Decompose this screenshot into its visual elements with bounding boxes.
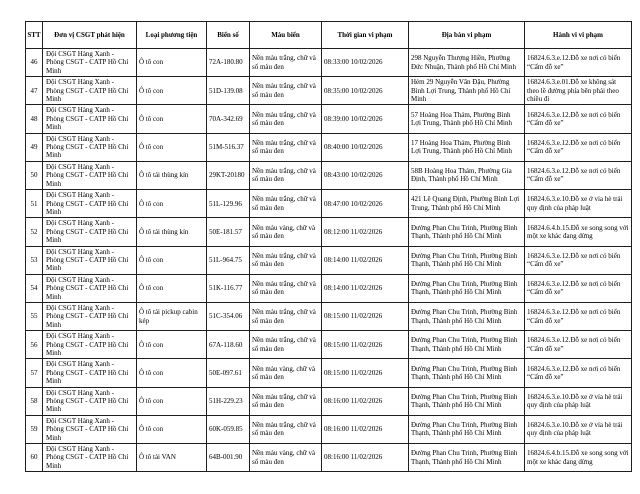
cell-violation: 16824.6.3.e.12.Đỗ xe nơi có biển “Cấm đỗ xe”: [525, 105, 632, 133]
table-row: [26, 302, 632, 330]
cell-plate: 51L-129.96: [207, 190, 250, 218]
table-row: [26, 415, 632, 443]
cell-plate: 51L-964.75: [207, 246, 250, 274]
cell-plate: 70A-342.69: [207, 105, 250, 133]
cell-vehicle: Ô tô con: [137, 105, 207, 133]
cell-vehicle: Ô tô con: [137, 331, 207, 359]
cell-location: 421 Lê Quang Định, Phường Bình Lợi Trung, Thành phố Hồ Chí Minh: [409, 190, 525, 218]
cell-violation: 16824.6.3.e.12.Đỗ xe nơi có biển “Cấm đỗ xe”: [525, 302, 632, 330]
cell-time: 08:14:00 11/02/2026: [322, 274, 409, 302]
cell-vehicle: Ô tô con: [137, 415, 207, 443]
table-row: [26, 161, 632, 189]
cell-violation: 16824.6.4.b.15.Đỗ xe song song với một xe khác đang dừng: [525, 218, 632, 246]
cell-violation: 16824.6.3.e.10.Đỗ xe ở vỉa hè trái quy định của pháp luật: [525, 415, 632, 443]
cell-plate_color: Nền màu trắng, chữ và số màu đen: [250, 77, 322, 105]
cell-violation: 16824.6.3.e.10.Đỗ xe ở vỉa hè trái quy định của pháp luật: [525, 190, 632, 218]
cell-plate: 60K-059.85: [207, 415, 250, 443]
cell-plate: 50E-097.61: [207, 359, 250, 387]
cell-unit: Đội CSGT Hàng Xanh - Phòng CSGT - CATP Hồ Chí Minh: [43, 77, 137, 105]
cell-time: 08:15:00 11/02/2026: [322, 331, 409, 359]
cell-unit: Đội CSGT Hàng Xanh - Phòng CSGT - CATP Hồ Chí Minh: [43, 49, 137, 77]
cell-stt: 46: [26, 49, 43, 77]
cell-plate: 64B-001.90: [207, 444, 250, 472]
cell-time: 08:14:00 11/02/2026: [322, 246, 409, 274]
cell-vehicle: Ô tô tải pickup cabin kép: [137, 302, 207, 330]
cell-stt: 50: [26, 161, 43, 189]
cell-unit: Đội CSGT Hàng Xanh - Phòng CSGT - CATP Hồ Chí Minh: [43, 190, 137, 218]
cell-unit: Đội CSGT Hàng Xanh - Phòng CSGT - CATP Hồ Chí Minh: [43, 274, 137, 302]
cell-plate: 51D-139.08: [207, 77, 250, 105]
table-row: [26, 105, 632, 133]
cell-location: 298 Nguyễn Thượng Hiền, Phường Đức Nhuận, Thành phố Hồ Chí Minh: [409, 49, 525, 77]
cell-time: 08:47:00 10/02/2026: [322, 190, 409, 218]
table-row: [26, 387, 632, 415]
cell-unit: Đội CSGT Hàng Xanh - Phòng CSGT - CATP Hồ Chí Minh: [43, 246, 137, 274]
cell-unit: Đội CSGT Hàng Xanh - Phòng CSGT - CATP Hồ Chí Minh: [43, 161, 137, 189]
cell-vehicle: Ô tô tải thùng kín: [137, 218, 207, 246]
cell-violation: 16824.6.3.e.12.Đỗ xe nơi có biển “Cấm đỗ xe”: [525, 161, 632, 189]
cell-unit: Đội CSGT Hàng Xanh - Phòng CSGT - CATP Hồ Chí Minh: [43, 133, 137, 161]
cell-plate: 50E-181.57: [207, 218, 250, 246]
cell-violation: 16824.6.3.e.01.Đỗ xe không sát theo lề đường phía bên phải theo chiều đi: [525, 77, 632, 105]
cell-unit: Đội CSGT Hàng Xanh - Phòng CSGT - CATP Hồ Chí Minh: [43, 387, 137, 415]
cell-location: Đường Phan Chu Trinh, Phường Bình Thạnh, Thành phố Hồ Chí Minh: [409, 302, 525, 330]
cell-stt: 49: [26, 133, 43, 161]
cell-violation: 16824.6.4.b.15.Đỗ xe song song với một xe khác đang dừng: [525, 444, 632, 472]
cell-plate_color: Nền màu trắng, chữ và số màu đen: [250, 133, 322, 161]
cell-location: 58B Hoàng Hoa Thám, Phường Gia Định, Thành phố Hồ Chí Minh: [409, 161, 525, 189]
cell-time: 08:12:00 11/02/2026: [322, 218, 409, 246]
cell-location: Đường Phan Chu Trinh, Phường Bình Thạnh, Thành phố Hồ Chí Minh: [409, 331, 525, 359]
cell-location: Đường Phan Chu Trinh, Phường Bình Thạnh, Thành phố Hồ Chí Minh: [409, 444, 525, 472]
cell-location: Đường Phan Chu Trinh, Phường Bình Thạnh, Thành phố Hồ Chí Minh: [409, 387, 525, 415]
cell-stt: 52: [26, 218, 43, 246]
cell-violation: 16824.6.3.e.12.Đỗ xe nơi có biển “Cấm đỗ xe”: [525, 274, 632, 302]
cell-stt: 55: [26, 302, 43, 330]
cell-plate: 72A-180.80: [207, 49, 250, 77]
table-body: [26, 49, 632, 472]
cell-vehicle: Ô tô con: [137, 77, 207, 105]
cell-vehicle: Ô tô con: [137, 274, 207, 302]
cell-unit: Đội CSGT Hàng Xanh - Phòng CSGT - CATP Hồ Chí Minh: [43, 218, 137, 246]
cell-violation: 16824.6.3.e.10.Đỗ xe ở vỉa hè trái quy định của pháp luật: [525, 387, 632, 415]
column-header-stt: STT: [26, 22, 43, 49]
cell-vehicle: Ô tô con: [137, 387, 207, 415]
header-row: [26, 22, 632, 49]
column-header-vehicle: Loại phương tiện: [137, 22, 207, 49]
cell-vehicle: Ô tô con: [137, 49, 207, 77]
cell-location: Đường Phan Chu Trinh, Phường Bình Thạnh, Thành phố Hồ Chí Minh: [409, 415, 525, 443]
column-header-violation: Hành vi vi phạm: [525, 22, 632, 49]
cell-time: 08:16:00 11/02/2026: [322, 444, 409, 472]
column-header-plate: Biển số: [207, 22, 250, 49]
cell-location: Đường Phan Chu Trinh, Phường Bình Thạnh, Thành phố Hồ Chí Minh: [409, 218, 525, 246]
table-row: [26, 218, 632, 246]
table-row: [26, 190, 632, 218]
cell-stt: 59: [26, 415, 43, 443]
cell-time: 08:35:00 10/02/2026: [322, 77, 409, 105]
column-header-plate_color: Màu biển: [250, 22, 322, 49]
cell-violation: 16824.6.3.e.12.Đỗ xe nơi có biển “Cấm đỗ xe”: [525, 331, 632, 359]
cell-plate_color: Nền màu trắng, chữ và số màu đen: [250, 105, 322, 133]
cell-plate_color: Nền màu trắng, chữ và số màu đen: [250, 49, 322, 77]
cell-plate: 29KT-20180: [207, 161, 250, 189]
table-row: [26, 77, 632, 105]
cell-plate: 51H-229.23: [207, 387, 250, 415]
cell-time: 08:15:00 11/02/2026: [322, 302, 409, 330]
cell-unit: Đội CSGT Hàng Xanh - Phòng CSGT - CATP Hồ Chí Minh: [43, 359, 137, 387]
cell-plate_color: Nền màu trắng, chữ và số màu đen: [250, 331, 322, 359]
cell-stt: 47: [26, 77, 43, 105]
cell-violation: 16824.6.3.e.12.Đỗ xe nơi có biển “Cấm đỗ xe”: [525, 133, 632, 161]
cell-unit: Đội CSGT Hàng Xanh - Phòng CSGT - CATP Hồ Chí Minh: [43, 331, 137, 359]
cell-unit: Đội CSGT Hàng Xanh - Phòng CSGT - CATP Hồ Chí Minh: [43, 105, 137, 133]
cell-vehicle: Ô tô con: [137, 359, 207, 387]
cell-plate_color: Nền màu vàng, chữ và số màu đen: [250, 444, 322, 472]
table-row: [26, 359, 632, 387]
cell-plate_color: Nền màu trắng, chữ và số màu đen: [250, 387, 322, 415]
cell-time: 08:15:00 11/02/2026: [322, 359, 409, 387]
cell-violation: 16824.6.3.e.12.Đỗ xe nơi có biển “Cấm đỗ xe”: [525, 359, 632, 387]
cell-vehicle: Ô tô tải thùng kín: [137, 161, 207, 189]
cell-plate_color: Nền màu vàng, chữ và số màu đen: [250, 359, 322, 387]
cell-time: 08:39:00 10/02/2026: [322, 105, 409, 133]
cell-violation: 16824.6.3.e.12.Đỗ xe nơi có biển “Cấm đỗ xe”: [525, 246, 632, 274]
table-head: [26, 22, 632, 49]
table-row: [26, 274, 632, 302]
table-row: [26, 49, 632, 77]
cell-plate: 51M-516.37: [207, 133, 250, 161]
column-header-time: Thời gian vi phạm: [322, 22, 409, 49]
cell-vehicle: Ô tô tải VAN: [137, 444, 207, 472]
cell-plate_color: Nền màu trắng, chữ và số màu đen: [250, 415, 322, 443]
cell-plate_color: Nền màu vàng, chữ và số màu đen: [250, 218, 322, 246]
cell-violation: 16824.6.3.e.12.Đỗ xe nơi có biển “Cấm đỗ xe”: [525, 49, 632, 77]
cell-vehicle: Ô tô con: [137, 246, 207, 274]
table-row: [26, 444, 632, 472]
cell-stt: 51: [26, 190, 43, 218]
cell-stt: 58: [26, 387, 43, 415]
cell-location: Đường Phan Chu Trinh, Phường Bình Thạnh, Thành phố Hồ Chí Minh: [409, 246, 525, 274]
cell-stt: 54: [26, 274, 43, 302]
cell-unit: Đội CSGT Hàng Xanh - Phòng CSGT - CATP Hồ Chí Minh: [43, 415, 137, 443]
cell-stt: 57: [26, 359, 43, 387]
cell-location: Đường Phan Chu Trinh, Phường Bình Thạnh, Thành phố Hồ Chí Minh: [409, 274, 525, 302]
cell-time: 08:43:00 10/02/2026: [322, 161, 409, 189]
cell-plate: 51C-354.06: [207, 302, 250, 330]
cell-stt: 60: [26, 444, 43, 472]
violations-table: [25, 21, 632, 472]
cell-plate_color: Nền màu trắng, chữ và số màu đen: [250, 246, 322, 274]
table-row: [26, 331, 632, 359]
cell-time: 08:16:00 11/02/2026: [322, 387, 409, 415]
cell-plate_color: Nền màu trắng, chữ và số màu đen: [250, 274, 322, 302]
cell-plate_color: Nền màu trắng, chữ và số màu đen: [250, 190, 322, 218]
cell-time: 08:33:00 10/02/2026: [322, 49, 409, 77]
cell-location: Hẻm 29 Nguyễn Văn Đậu, Phường Bình Lợi Trung, Thành phố Hồ Chí Minh: [409, 77, 525, 105]
cell-stt: 48: [26, 105, 43, 133]
cell-vehicle: Ô tô con: [137, 133, 207, 161]
cell-time: 08:16:00 11/02/2026: [322, 415, 409, 443]
table-row: [26, 133, 632, 161]
cell-location: 17 Hoàng Hoa Thám, Phường Bình Lợi Trung, Thành phố Hồ Chí Minh: [409, 133, 525, 161]
cell-location: 57 Hoàng Hoa Thám, Phường Bình Lợi Trung, Thành phố Hồ Chí Minh: [409, 105, 525, 133]
cell-plate: 51K-116.77: [207, 274, 250, 302]
cell-plate_color: Nền màu trắng, chữ và số màu đen: [250, 302, 322, 330]
cell-stt: 53: [26, 246, 43, 274]
table-row: [26, 246, 632, 274]
cell-plate_color: Nền màu trắng, chữ và số màu đen: [250, 161, 322, 189]
cell-unit: Đội CSGT Hàng Xanh - Phòng CSGT - CATP Hồ Chí Minh: [43, 302, 137, 330]
cell-plate: 67A-118.60: [207, 331, 250, 359]
cell-vehicle: Ô tô con: [137, 190, 207, 218]
column-header-unit: Đơn vị CSGT phát hiện: [43, 22, 137, 49]
cell-unit: Đội CSGT Hàng Xanh - Phòng CSGT - CATP Hồ Chí Minh: [43, 444, 137, 472]
cell-time: 08:40:00 10/02/2026: [322, 133, 409, 161]
cell-stt: 56: [26, 331, 43, 359]
cell-location: Đường Phan Chu Trinh, Phường Bình Thạnh, Thành phố Hồ Chí Minh: [409, 359, 525, 387]
column-header-location: Địa bàn vi phạm: [409, 22, 525, 49]
